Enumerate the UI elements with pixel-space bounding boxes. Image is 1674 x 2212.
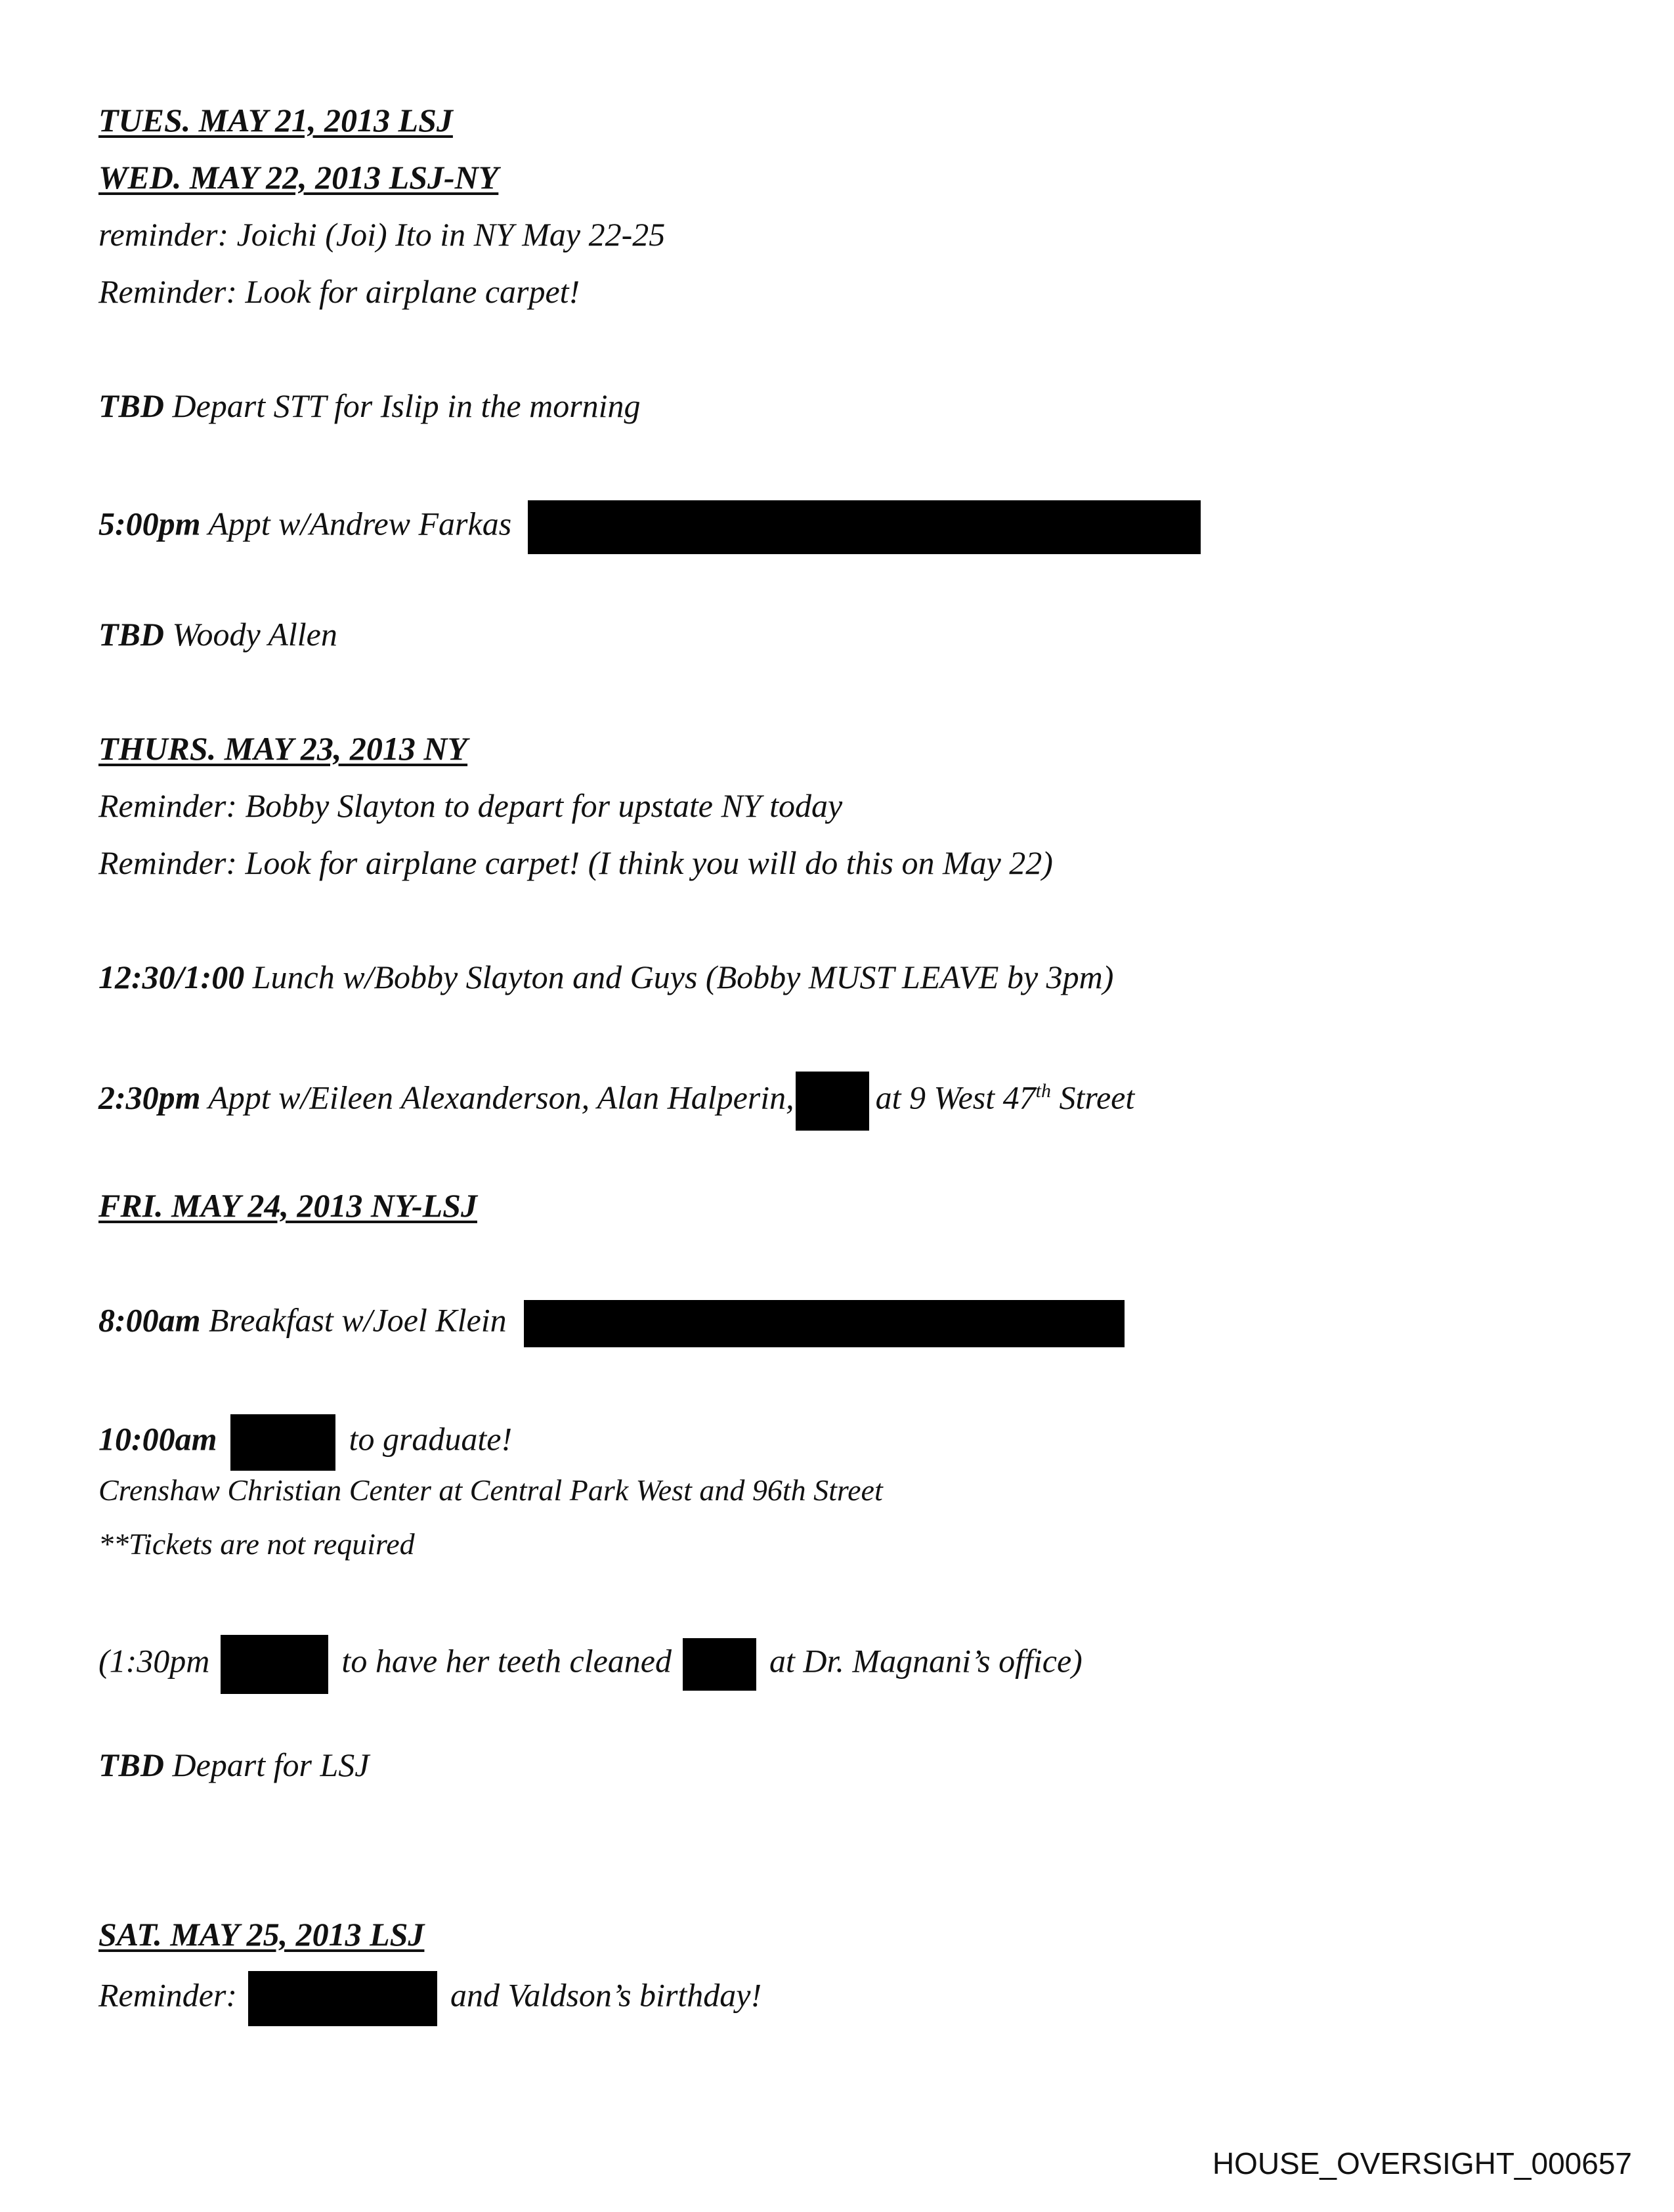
day-header-tuesday: TUES. MAY 21, 2013 LSJ (98, 102, 453, 139)
event-time: 5:00pm (98, 505, 201, 542)
reminder-airplane-carpet-2: Reminder: Look for airplane carpet! (I think you will do this on May 22) (98, 844, 1053, 881)
event-depart-lsj (98, 1745, 370, 1785)
ordinal-suffix: th (1035, 1079, 1051, 1102)
event-time: 2:30pm (98, 1079, 201, 1116)
event-time: TBD (98, 1746, 164, 1783)
event-text: at 9 West 47 (875, 1079, 1036, 1116)
event-alexanderson-appt (98, 1072, 1134, 1131)
reminder-label: Reminder: (98, 1976, 238, 2014)
reminder-text: and Valdson’s birthday! (450, 1976, 762, 2014)
event-note: **Tickets are not required (98, 1527, 415, 1561)
redaction-box (221, 1635, 328, 1694)
redaction-box (796, 1072, 869, 1131)
reminder-airplane-carpet: Reminder: Look for airplane carpet! (98, 273, 580, 310)
event-breakfast-klein (98, 1300, 1125, 1347)
day-header-friday: FRI. MAY 24, 2013 NY-LSJ (98, 1187, 477, 1224)
event-text: Breakfast w/Joel Klein (209, 1301, 507, 1339)
reminder-bobby-slayton: Reminder: Bobby Slayton to depart for upstate NY today (98, 787, 843, 824)
event-depart-stt (98, 386, 641, 425)
day-header-saturday: SAT. MAY 25, 2013 LSJ (98, 1916, 425, 1953)
redaction-box (248, 1971, 437, 2026)
reminder-joi-ito: reminder: Joichi (Joi) Ito in NY May 22-25 (98, 216, 666, 253)
event-time: 8:00am (98, 1301, 201, 1339)
event-lunch-slayton (98, 957, 1113, 997)
event-text: Depart STT for Islip in the morning (172, 387, 641, 424)
event-time: TBD (98, 387, 164, 424)
event-text: Appt w/Eileen Alexanderson, Alan Halperin, (208, 1079, 794, 1116)
event-farkas-appt (98, 500, 1201, 554)
event-time: 12:30/1:00 (98, 959, 245, 995)
redaction-box (230, 1414, 335, 1471)
event-location: Crenshaw Christian Center at Central Park West and 96th Street (98, 1473, 883, 1507)
event-time: (1:30pm (98, 1642, 210, 1680)
event-text: Woody Allen (172, 616, 337, 653)
event-graduation (98, 1414, 512, 1471)
bates-number: HOUSE_OVERSIGHT_000657 (1212, 2146, 1632, 2180)
event-woody-allen (98, 615, 337, 654)
event-text: to graduate! (349, 1420, 513, 1458)
event-text: at Dr. Magnani’s office) (769, 1642, 1083, 1680)
day-header-thursday: THURS. MAY 23, 2013 NY (98, 730, 468, 767)
redaction-box (683, 1638, 756, 1691)
event-text: Appt w/Andrew Farkas (208, 505, 512, 542)
event-text: to have her teeth cleaned (341, 1642, 672, 1680)
event-text: Street (1059, 1079, 1135, 1116)
redaction-box (528, 500, 1201, 554)
event-time: TBD (98, 616, 164, 653)
event-text: Depart for LSJ (172, 1746, 370, 1783)
reminder-birthday (98, 1971, 762, 2026)
event-time: 10:00am (98, 1420, 217, 1458)
day-header-wednesday: WED. MAY 22, 2013 LSJ-NY (98, 159, 499, 196)
event-text: Lunch w/Bobby Slayton and Guys (Bobby MUST LEAVE by 3pm) (252, 959, 1114, 995)
redaction-box (524, 1300, 1125, 1347)
event-teeth-cleaning (98, 1635, 1083, 1694)
